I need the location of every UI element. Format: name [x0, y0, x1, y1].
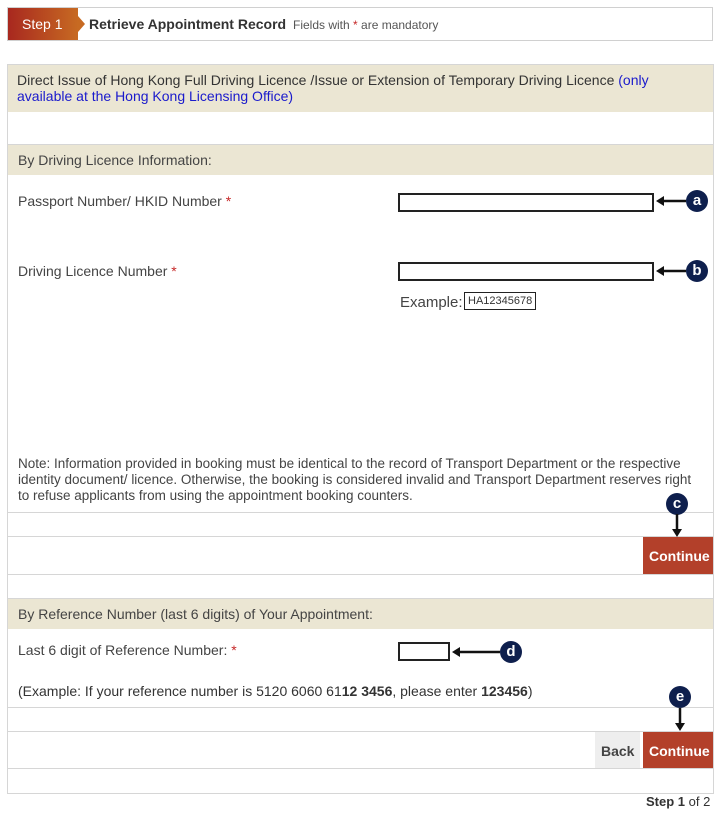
continue-button[interactable]: Continue [643, 537, 713, 574]
reference-number-input[interactable] [398, 642, 450, 661]
example-label: Example: [400, 294, 463, 311]
arrow-b-icon [656, 264, 686, 278]
step-current: 1 [677, 794, 686, 809]
step-arrow-shape [78, 16, 85, 32]
service-description [17, 72, 707, 104]
callout-d: d [500, 641, 522, 663]
callout-e: e [669, 686, 691, 708]
step-badge: Step 1 [8, 8, 78, 40]
reference-example [18, 683, 532, 699]
reference-example-mid: , please enter [392, 683, 482, 699]
availability-note: (only available at the Hong Kong Licensing Office) [17, 72, 649, 104]
callout-a: a [686, 190, 708, 212]
reference-example-answer: 123456 [481, 683, 528, 699]
reference-example-prefix: (Example: If your reference number is 5120 6060 61 [18, 683, 342, 699]
section1-action-bar [7, 536, 714, 575]
required-star: * [225, 193, 232, 209]
licence-info-heading: By Driving Licence Information: [18, 152, 212, 168]
reference-example-digits: 12 3456 [341, 683, 393, 699]
required-star: * [353, 18, 358, 32]
mandatory-note-suffix: are mandatory [357, 18, 439, 32]
reference-label-text: Last 6 digit of Reference Number: [18, 642, 232, 658]
mandatory-note-prefix: Fields with [293, 18, 354, 32]
licence-number-label-text: Driving Licence Number [18, 263, 172, 279]
back-button[interactable]: Back [595, 732, 640, 768]
callout-c: c [666, 493, 688, 515]
callout-b: b [686, 260, 708, 282]
required-star: * [231, 642, 237, 658]
arrow-a-icon [656, 194, 686, 208]
service-description-text: Direct Issue of Hong Kong Full Driving Licence /Issue or Extension of Temporary Driving Licence [17, 72, 619, 88]
divider [7, 512, 714, 513]
arrow-e-icon [673, 708, 687, 731]
driving-licence-input[interactable] [398, 262, 654, 281]
passport-label [18, 193, 231, 209]
arrow-d-icon [452, 645, 500, 659]
passport-hkid-input[interactable] [398, 193, 654, 212]
licence-example-value: HA12345678 [464, 292, 536, 310]
reference-label [18, 642, 237, 658]
reference-example-suffix: ) [527, 683, 533, 699]
booking-note: Note: Information provided in booking must be identical to the record of Transport Department or the respective identity document/ licence. Otherwise, the booking is considered invalid and Transport Department reserves right to refuse applicants from using the appointment booking counters. [18, 456, 692, 503]
step-indicator [646, 794, 710, 809]
page-title: Retrieve Appointment Record [89, 16, 287, 32]
step-word: Step [646, 794, 675, 809]
step-of: of [688, 794, 700, 809]
mandatory-note [293, 18, 438, 32]
arrow-c-icon [670, 514, 684, 537]
required-star: * [171, 263, 177, 279]
passport-label-text: Passport Number/ HKID Number [18, 193, 226, 209]
continue-button[interactable]: Continue [643, 732, 713, 768]
divider [7, 707, 714, 708]
licence-number-label [18, 263, 177, 279]
step-total: 2 [703, 794, 711, 809]
reference-heading: By Reference Number (last 6 digits) of Your Appointment: [18, 606, 373, 622]
